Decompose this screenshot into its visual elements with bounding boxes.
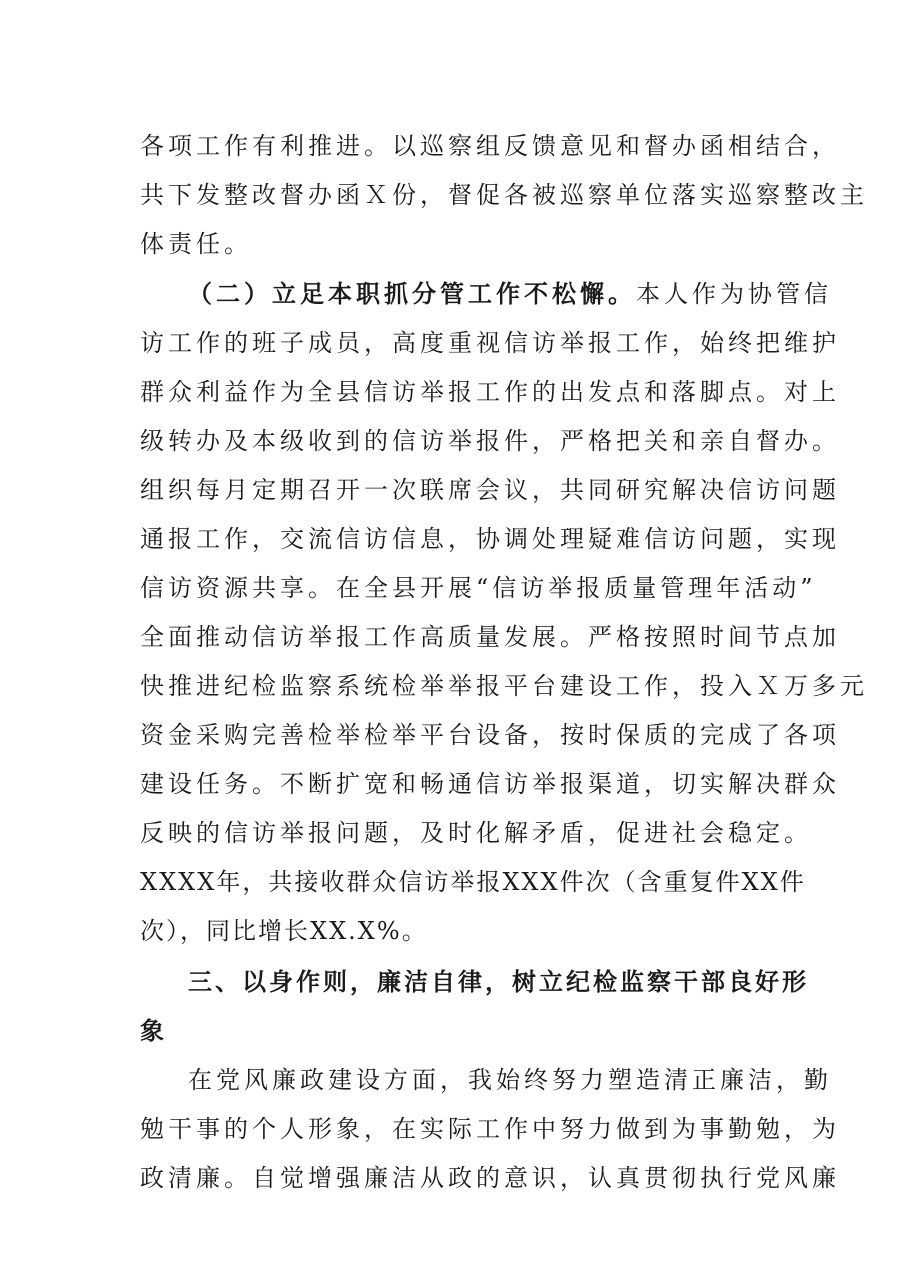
text-line: 级转办及本级收到的信访举报件，严格把关和亲自督办。 <box>140 427 840 455</box>
text-line: 组织每月定期召开一次联席会议，共同研究解决信访问题 <box>140 476 840 504</box>
text-line: 建设任务。不断扩宽和畅通信访举报渠道，切实解决群众 <box>140 770 840 798</box>
text-line: 通报工作，交流信访信息，协调处理疑难信访问题，实现 <box>140 525 840 553</box>
text-line: XXXX年，共接收群众信访举报XXX件次（含重复件XX件 <box>140 868 806 896</box>
text-line: 群众利益作为全县信访举报工作的出发点和落脚点。对上 <box>140 378 840 406</box>
text-line: 访工作的班子成员，高度重视信访举报工作，始终把维护 <box>140 329 840 357</box>
text-line: 反映的信访举报问题，及时化解矛盾，促进社会稳定。 <box>140 819 812 847</box>
text-line: 快推进纪检监察系统检举举报平台建设工作，投入Ｘ万多元 <box>140 672 868 700</box>
text-line: 体责任。 <box>140 230 252 258</box>
text-line: 资金采购完善检举检举平台设备，按时保质的完成了各项 <box>140 721 840 749</box>
text-line: 政清廉。自觉增强廉洁从政的意识，认真贯彻执行党风廉 <box>140 1164 840 1192</box>
text-line: 各项工作有利推进。以巡察组反馈意见和督办函相结合， <box>140 132 840 160</box>
text-line: 在党风廉政建设方面，我始终努力塑造清正廉洁，勤 <box>188 1066 832 1094</box>
paragraph-lead-line <box>188 278 832 310</box>
text-line: 勉干事的个人形象，在实际工作中努力做到为事勤勉，为 <box>140 1115 840 1143</box>
section-heading-continued: 象 <box>140 1017 167 1045</box>
text-line: 信访资源共享。在全县开展“信访举报质量管理年活动” <box>140 574 817 602</box>
section-heading: 三、以身作则，廉洁自律，树立纪检监察干部良好形 <box>188 968 809 996</box>
lead-rest: 本人作为协管信 <box>636 280 832 308</box>
text-line: 全面推动信访举报工作高质量发展。严格按照时间节点加 <box>140 623 840 651</box>
bold-lead: （二）立足本职抓分管工作不松懈。 <box>188 280 636 308</box>
text-line: 共下发整改督办函Ｘ份，督促各被巡察单位落实巡察整改主 <box>140 181 868 209</box>
text-line: 次），同比增长XX.X%。 <box>140 917 428 945</box>
